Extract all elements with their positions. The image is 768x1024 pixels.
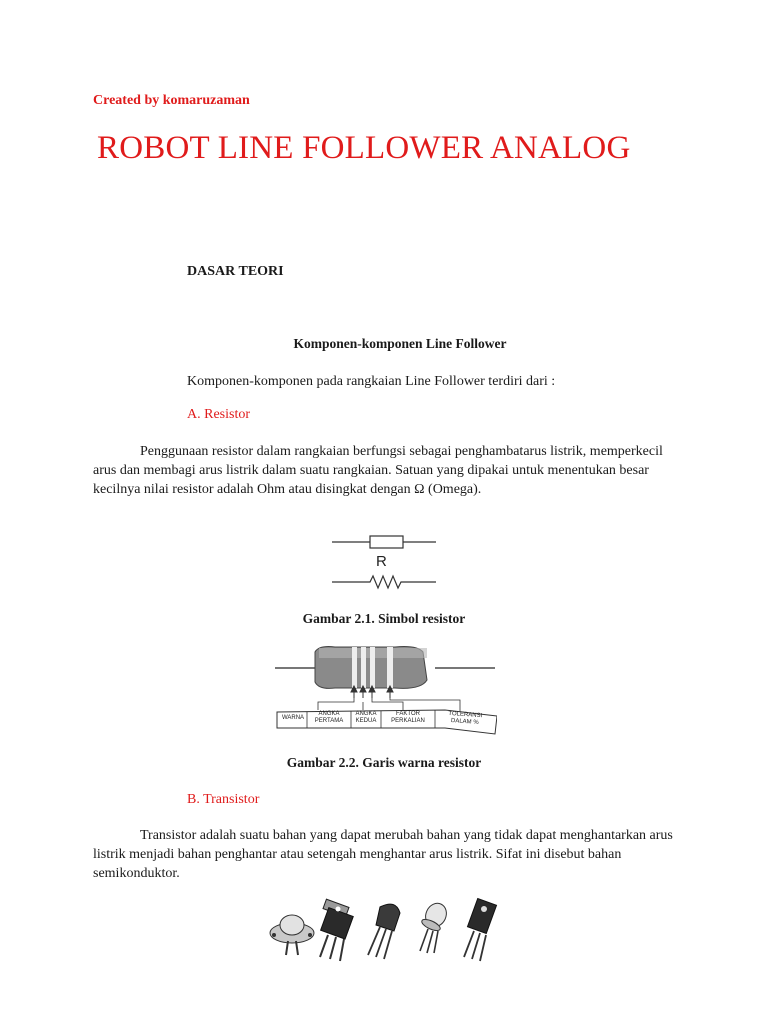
band-label-toleransi: TOLERANSI DALAM % <box>448 710 483 726</box>
transistor-to92-icon <box>368 904 400 959</box>
resistor-symbol-label: R <box>376 553 387 570</box>
page-title: ROBOT LINE FOLLOWER ANALOG <box>97 130 631 166</box>
transistor-images <box>268 895 504 965</box>
transistor-to18-icon <box>420 900 450 953</box>
resistor-heading: A. Resistor <box>187 407 250 422</box>
band-label-angka-pertama: ANGKA PERTAMA <box>314 711 344 724</box>
band-label-warna: WARNA <box>281 715 305 721</box>
subheading: Komponen-komponen Line Follower <box>293 336 507 351</box>
section-heading: DASAR TEORI <box>187 264 284 279</box>
resistor-paragraph: Penggunaan resistor dalam rangkaian berfungsi sebagai penghambatarus listrik, memperkecil arus dan membagi arus listrik dalam suatu rangkaian. Satuan yang dipakai untuk menentukan besar kecilnya nilai resistor adalah Ohm atau disingkat dengan Ω (Omega). <box>93 444 663 497</box>
band-label-angka-kedua: ANGKA KEDUA <box>355 711 377 724</box>
transistor-to220-icon <box>320 899 353 961</box>
intro-text: Komponen-komponen pada rangkaian Line Follower terdiri dari : <box>187 374 556 389</box>
transistor-to3-icon <box>270 915 314 955</box>
figure-caption-1: Gambar 2.1. Simbol resistor <box>302 611 466 626</box>
figure-caption-2: Gambar 2.2. Garis warna resistor <box>286 755 482 770</box>
transistor-paragraph: Transistor adalah suatu bahan yang dapat merubah bahan yang tidak dapat menghantarkan arus listrik menjadi bahan penghantar atau setengah menghantar arus listrik. Sifat ini disebut bahan semikonduktor. <box>93 828 673 881</box>
transistor-to126-icon <box>464 898 497 961</box>
band-label-faktor-perkalian: FAKTOR PERKALIAN <box>391 711 425 724</box>
transistor-heading: B. Transistor <box>187 792 260 807</box>
author-credit: Created by komaruzaman <box>93 93 250 108</box>
